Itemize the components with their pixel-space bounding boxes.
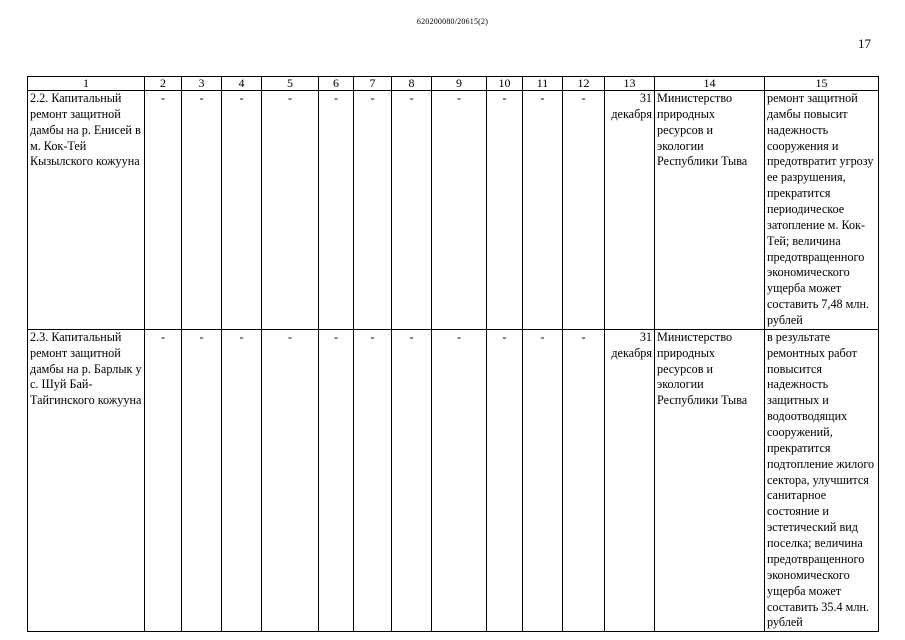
column-header: 4 bbox=[222, 77, 262, 91]
value-cell: - bbox=[523, 329, 563, 631]
table-row bbox=[28, 329, 879, 631]
value-cell: - bbox=[392, 329, 432, 631]
column-header: 12 bbox=[563, 77, 605, 91]
value-cell: - bbox=[487, 91, 523, 330]
value-cell: - bbox=[392, 91, 432, 330]
executor-cell: Министерство природных ресурсов и экологии Республики Тыва bbox=[655, 91, 765, 330]
value-cell: - bbox=[222, 329, 262, 631]
value-cell: - bbox=[182, 329, 222, 631]
value-cell: - bbox=[354, 91, 392, 330]
value-cell: - bbox=[262, 91, 319, 330]
column-header: 3 bbox=[182, 77, 222, 91]
column-header: 8 bbox=[392, 77, 432, 91]
executor-cell: Министерство природных ресурсов и экологии Республики Тыва bbox=[655, 329, 765, 631]
measures-table bbox=[27, 76, 879, 632]
value-cell: - bbox=[487, 329, 523, 631]
value-cell: - bbox=[319, 329, 354, 631]
value-cell: - bbox=[222, 91, 262, 330]
column-header: 14 bbox=[655, 77, 765, 91]
deadline-cell: 31 декабря bbox=[605, 91, 655, 330]
column-header: 7 bbox=[354, 77, 392, 91]
value-cell: - bbox=[563, 91, 605, 330]
value-cell: - bbox=[182, 91, 222, 330]
value-cell: - bbox=[145, 91, 182, 330]
column-header: 10 bbox=[487, 77, 523, 91]
document-id: 620200080/20615(2) bbox=[416, 17, 489, 26]
column-header: 15 bbox=[765, 77, 879, 91]
value-cell: - bbox=[319, 91, 354, 330]
column-header: 13 bbox=[605, 77, 655, 91]
column-header: 6 bbox=[319, 77, 354, 91]
result-cell: в результате ремонтных работ повысится надежность защитных и водоотводящих сооружений, прекратится подтопление жилого сектора, улучшится санитарное состояние и эстетический вид поселка; величина предотвращенного экономического ущерба может составить 35.4 млн. рублей bbox=[765, 329, 879, 631]
value-cell: - bbox=[432, 329, 487, 631]
table-row bbox=[28, 91, 879, 330]
value-cell: - bbox=[432, 91, 487, 330]
deadline-cell: 31 декабря bbox=[605, 329, 655, 631]
result-cell: ремонт защитной дамбы повысит надежность сооружения и предотвратит угрозу ее разрушения, прекратится периодическое затопление м. Кок-Тей; величина предотвращенного экономического ущерба может составить 7,48 млн. рублей bbox=[765, 91, 879, 330]
value-cell: - bbox=[354, 329, 392, 631]
value-cell: - bbox=[145, 329, 182, 631]
work-description-cell: 2.3. Капитальный ремонт защитной дамбы на р. Барлык у с. Шуй Бай-Тайгинского кожууна bbox=[28, 329, 145, 631]
value-cell: - bbox=[563, 329, 605, 631]
column-header: 2 bbox=[145, 77, 182, 91]
column-header: 1 bbox=[28, 77, 145, 91]
column-header: 9 bbox=[432, 77, 487, 91]
column-header: 11 bbox=[523, 77, 563, 91]
work-description-cell: 2.2. Капитальный ремонт защитной дамбы на р. Енисей в м. Кок-Тей Кызылского кожууна bbox=[28, 91, 145, 330]
column-header: 5 bbox=[262, 77, 319, 91]
value-cell: - bbox=[523, 91, 563, 330]
column-number-row bbox=[28, 77, 879, 91]
page-number: 17 bbox=[858, 36, 871, 51]
value-cell: - bbox=[262, 329, 319, 631]
